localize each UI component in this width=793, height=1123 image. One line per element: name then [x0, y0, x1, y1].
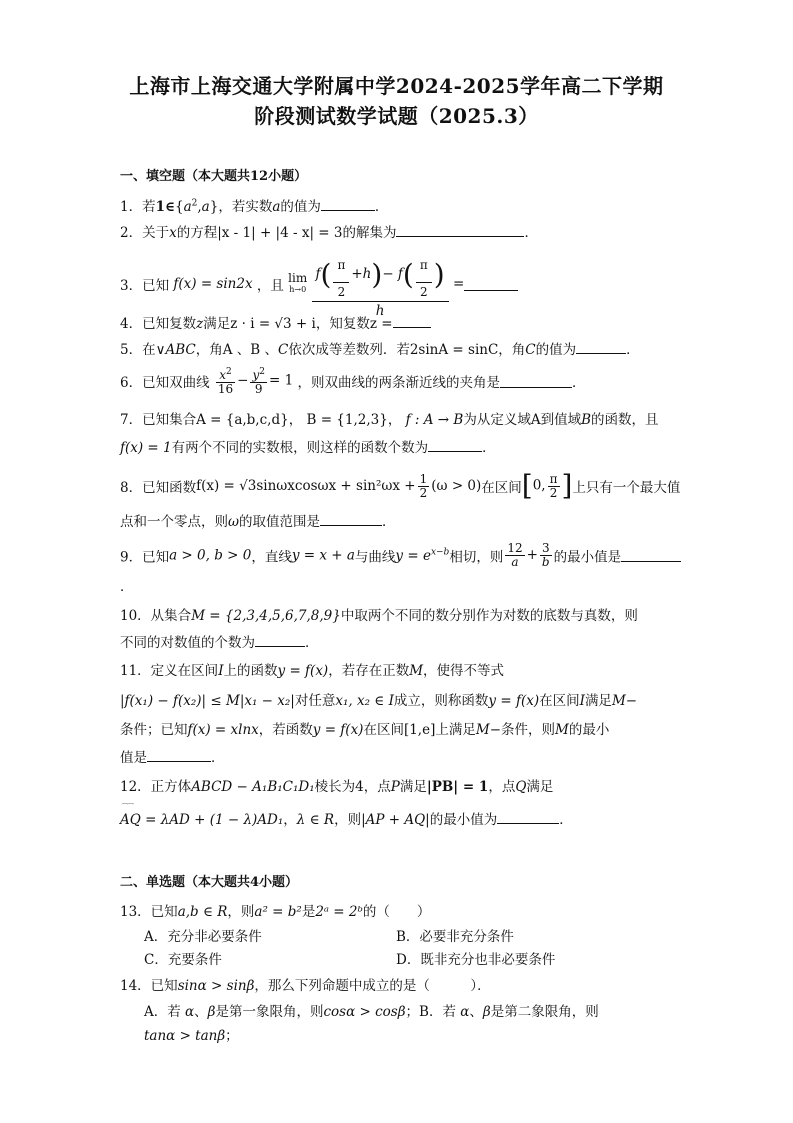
question-3: 3．已知 f(x) = sin2x ，且 lim h→0 f( $\frac{\pi}{2}$ +h)− f( $\frac{\pi}{2}$ ) h = — [120, 248, 518, 320]
question-8: 8．已知函数f(x) = √3sinωxcosωx + sin²ωx + $\frac{1}{2}$ (ω > 0)在区间[0, $\frac{\pi}{2}$ ]上只有一个最大值 — [120, 469, 681, 502]
question-6: 6．已知双曲线 $\frac{x^2}{16}$ − $\frac{y^2}{9}$ = 1 ，则双曲线的两条渐近线的夹角是 ． — [120, 367, 586, 396]
question-4: 4．已知复数z满足z · i = √3 + i，知复数z = — [120, 312, 431, 332]
answer-blank[interactable] — [428, 439, 482, 452]
answer-blank[interactable] — [576, 341, 626, 354]
answer-blank[interactable] — [500, 375, 572, 388]
question-9: 9．已知a > 0, b > 0，直线y = x + a与曲线$y = e^{x-b}$相切，则 $\frac{12}{a}$ + $\frac{3}{b}$ 的最小值是 — [120, 542, 681, 569]
q13-option-c[interactable]: C．充要条件 — [144, 952, 222, 968]
question-10-line2: 不同的对数值的个数为 ． — [120, 635, 319, 651]
answer-blank[interactable] — [320, 513, 382, 526]
question-11: 11．定义在区间I上的函数y = f(x)，若存在正数M，使得不等式 — [120, 663, 505, 679]
section-fill-in-blank: 一、填空题（本大题共12小题） — [120, 169, 308, 184]
derivative-fraction: f( $\frac{\pi}{2}$ +h)− f( $\frac{\pi}{2}$ ) h — [312, 248, 449, 320]
answer-blank[interactable] — [321, 198, 375, 211]
question-7: 7．已知集合A = {a,b,c,d}， B = {1,2,3}， f : A → B为从定义域A到值域B的函数，且 — [120, 412, 659, 428]
question-11-line3: 条件；已知f(x) = xlnx，若函数y = f(x)在区间[1,e]上满足M−条件，则M的最小 — [120, 722, 610, 738]
answer-blank[interactable] — [396, 224, 524, 237]
answer-blank[interactable] — [255, 634, 305, 647]
exam-title-line2: 阶段测试数学试题（2025.3） — [254, 104, 539, 128]
exam-title-line1: 上海市上海交通大学附属中学2024-2025学年高二下学期 — [129, 74, 664, 98]
answer-blank[interactable] — [393, 315, 431, 328]
question-7-line2: f(x) = 1有两个不同的实数根，则这样的函数个数为 ． — [120, 440, 496, 456]
question-14: 14．已知sinα > sinβ，那么下列命题中成立的是（ ）． — [120, 978, 491, 994]
question-12-line2: ⌒⌒ AQ = λAD + (1 − λ)AD₁，λ ∈ R，则|AP + AQ|的最小值为 ． — [120, 808, 573, 828]
question-8-line2: 点和一个零点，则ω的取值范围是 ． — [120, 514, 396, 530]
q13-option-a[interactable]: A．充分非必要条件 — [144, 929, 262, 945]
q13-option-b[interactable]: B．必要非充分条件 — [396, 929, 514, 945]
question-9-end: ． — [120, 579, 134, 595]
answer-blank[interactable] — [497, 811, 559, 824]
question-13: 13．已知a,b ∈ R，则a² = b²是2ᵃ = 2ᵇ的（ ） — [120, 904, 431, 920]
q14-option-b-line2[interactable]: tanα > tanβ； — [144, 1028, 239, 1044]
question-1: 1．若$1\in\{a^2,a\}$，若实数a的值为 ． — [120, 198, 389, 215]
q14-option-a-b[interactable]: A．若 α、β是第一象限角，则cosα > cosβ；B．若 α、β是第二象限角，则 — [144, 1004, 599, 1020]
limit-symbol: lim h→0 — [288, 271, 308, 294]
section-single-choice: 二、单选题（本大题共4小题） — [120, 875, 299, 890]
question-11-line4: 值是 ． — [120, 750, 225, 766]
answer-blank[interactable] — [621, 549, 681, 562]
question-5: 5．在∨ABC，角A 、B 、C依次成等差数列．若2sinA = sinC，角C的值为 ． — [120, 342, 640, 358]
question-11-line2: |f(x₁) − f(x₂)| ≤ M|x₁ − x₂|对任意x₁, x₂ ∈ I成立，则称函数y = f(x)在区间I满足M− — [120, 693, 638, 709]
answer-blank[interactable] — [464, 278, 518, 291]
answer-blank[interactable] — [147, 749, 211, 762]
question-12: 12．正方体ABCD − A₁B₁C₁D₁棱长为4，点P满足|PB| = 1，点Q满足 — [120, 779, 554, 795]
q13-option-d[interactable]: D．既非充分也非必要条件 — [396, 952, 556, 968]
question-2: 2．关于x的方程|x - 1| + |4 - x| = 3的解集为 ． — [120, 225, 538, 241]
question-10: 10．从集合M = {2,3,4,5,6,7,8,9}中取两个不同的数分别作为对数的底数与真数，则 — [120, 608, 638, 624]
